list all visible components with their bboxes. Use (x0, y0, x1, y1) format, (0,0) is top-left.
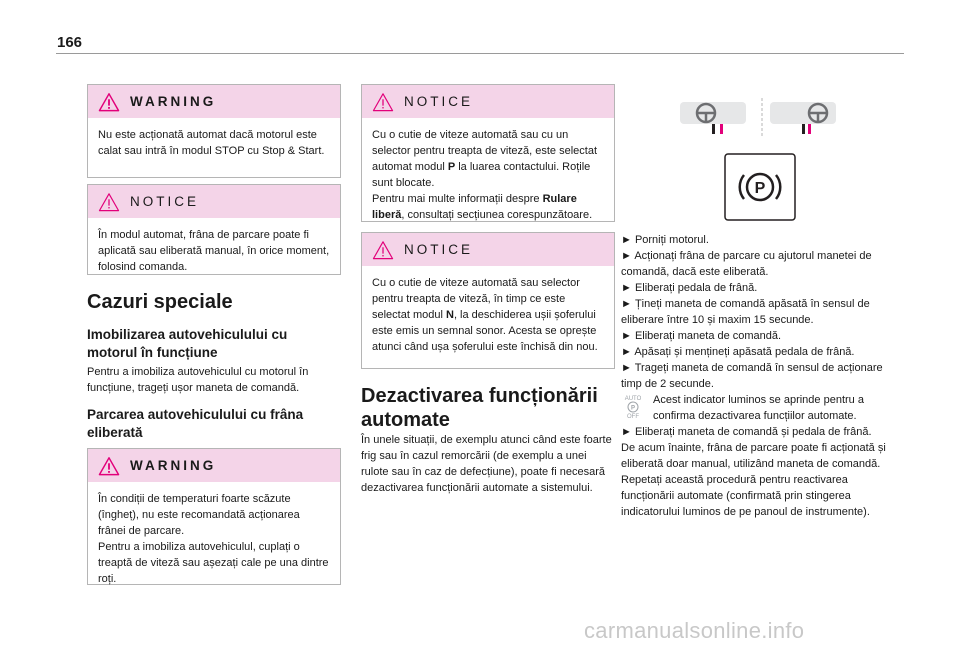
notice-box-1-text: În modul automat, frâna de parcare poate fi aplicată sau eliberată manual, în orice moment, folosind comanda. (98, 229, 330, 273)
step-8: ► Eliberați maneta de comandă și pedala de frână. (621, 426, 872, 438)
procedure-steps (621, 232, 891, 520)
svg-text:P: P (630, 405, 636, 412)
step-5: ► Eliberați maneta de comandă. (621, 330, 782, 342)
notice-icon (372, 92, 394, 112)
notice-box-2-text-4: , consultați secțiunea corespunzătoare. (401, 209, 593, 221)
notice-box-2-text (362, 118, 614, 231)
step-2: ► Acționați frâna de parcare cu ajutorul manetei de comandă, dacă este eliberată. (621, 250, 872, 278)
warning-icon (98, 92, 120, 112)
notice-title: NOTICE (130, 194, 200, 209)
auto-off-icon-top-text: AUTO (624, 396, 642, 402)
notice-box-2-header (362, 85, 614, 118)
immobilize-text: Pentru a imobiliza autovehiculul cu motorul în funcțiune, trageți ușor maneta de comandă. (87, 366, 309, 394)
notice-box-2-text-1: Cu o cutie de viteze automată sau cu un selector pentru treapta de viteză, este selectat automat modul (372, 129, 598, 173)
warning-box-1-text: Nu este acționată automat dacă motorul este calat sau intră în modul STOP cu Stop & Start. (98, 129, 325, 157)
watermark: carmanualsonline.info (584, 618, 805, 643)
notice-title: NOTICE (404, 94, 474, 109)
notice-box-3-mode-n: N (445, 309, 454, 321)
warning-title: WARNING (130, 94, 217, 109)
top-rule (56, 53, 904, 54)
after-text-2: Repetați această procedură pentru reactivarea funcționării automate (confirmată prin stingerea indicatorului luminos de pe panoul de instrumente). (621, 474, 870, 518)
notice-box-3 (361, 232, 615, 369)
section-title-deactivation: Dezactivarea funcționării automate (361, 385, 598, 431)
section-title-special-cases: Cazuri speciale (87, 291, 233, 313)
parking-brake-indicator-icon (724, 153, 796, 221)
page-number: 166 (57, 34, 83, 51)
warning-box-1 (87, 84, 341, 178)
subheading-parking-released: Parcarea autovehiculului cu frâna eliberată (87, 407, 304, 440)
deactivation-text: În unele situații, de exemplu atunci când este foarte frig sau în cazul remorcării (de exemplu a unei rulote sau în caz de defecțiune), poate fi necesară dezactivarea funcționării automate a sistemului. (361, 434, 612, 494)
subheading-immobilize: Imobilizarea autovehiculului cu motorul în funcțiune (87, 327, 288, 360)
warning-box-2-paragraph-2: Pentru a imobiliza autovehiculul, cuplați o treaptă de viteză sau așezați cale pe una dintre roți. (98, 541, 329, 585)
warning-box-1-header (88, 85, 340, 118)
notice-icon (98, 192, 120, 212)
warning-icon (98, 456, 120, 476)
steering-wheel-illustration (672, 96, 844, 140)
warning-box-2-header (88, 449, 340, 482)
svg-text:P: P (754, 180, 766, 197)
step-4: ► Țineți maneta de comandă apăsată în sensul de eliberare între 10 și maxim 15 secunde. (621, 298, 870, 326)
notice-box-3-text (362, 266, 614, 363)
step-6: ► Apăsați și mențineți apăsată pedala de frână. (621, 346, 855, 358)
notice-box-2-text-2: la luarea contactului. Roțile sunt blocate. (372, 161, 591, 189)
notice-icon (372, 240, 394, 260)
notice-box-2-text-3: Pentru mai multe informații despre (372, 193, 543, 205)
auto-off-indicator-icon (621, 393, 645, 419)
step-7: ► Trageți maneta de comandă în sensul de acționare timp de 2 secunde. (621, 362, 883, 390)
step-1: ► Porniți motorul. (621, 234, 709, 246)
notice-box-2 (361, 84, 615, 222)
notice-box-3-text-2: , la deschiderea ușii șoferului este emis un semnal sonor. Acesta se oprește atunci când ușa șoferului este închisă din nou. (372, 309, 598, 353)
warning-box-2-paragraph-1: În condiții de temperaturi foarte scăzute (îngheț), nu este recomandată acționarea frânei de parcare. (98, 493, 300, 537)
notice-box-3-text-1: Cu o cutie de viteze automată sau selector pentru treapta de viteză, în timp ce este selectat modul (372, 277, 580, 321)
notice-title: NOTICE (404, 242, 474, 257)
notice-box-2-free-rolling: Rulare liberă (372, 193, 577, 221)
step-3: ► Eliberați pedala de frână. (621, 282, 758, 294)
auto-off-icon-bottom-text: OFF (627, 414, 639, 419)
indicator-text: Acest indicator luminos se aprinde pentru a confirma dezactivarea funcțiilor automate. (653, 394, 864, 422)
warning-box-2-text (88, 482, 340, 595)
notice-box-1-header (88, 185, 340, 218)
notice-box-1 (87, 184, 341, 275)
after-text-1: De acum înainte, frâna de parcare poate fi acționată și eliberată doar manual, utilizând maneta de comandă. (621, 442, 886, 470)
warning-box-2 (87, 448, 341, 585)
warning-title: WARNING (130, 458, 217, 473)
notice-box-2-mode-p: P (447, 161, 456, 173)
notice-box-3-header (362, 233, 614, 266)
indicator-line (621, 392, 891, 424)
